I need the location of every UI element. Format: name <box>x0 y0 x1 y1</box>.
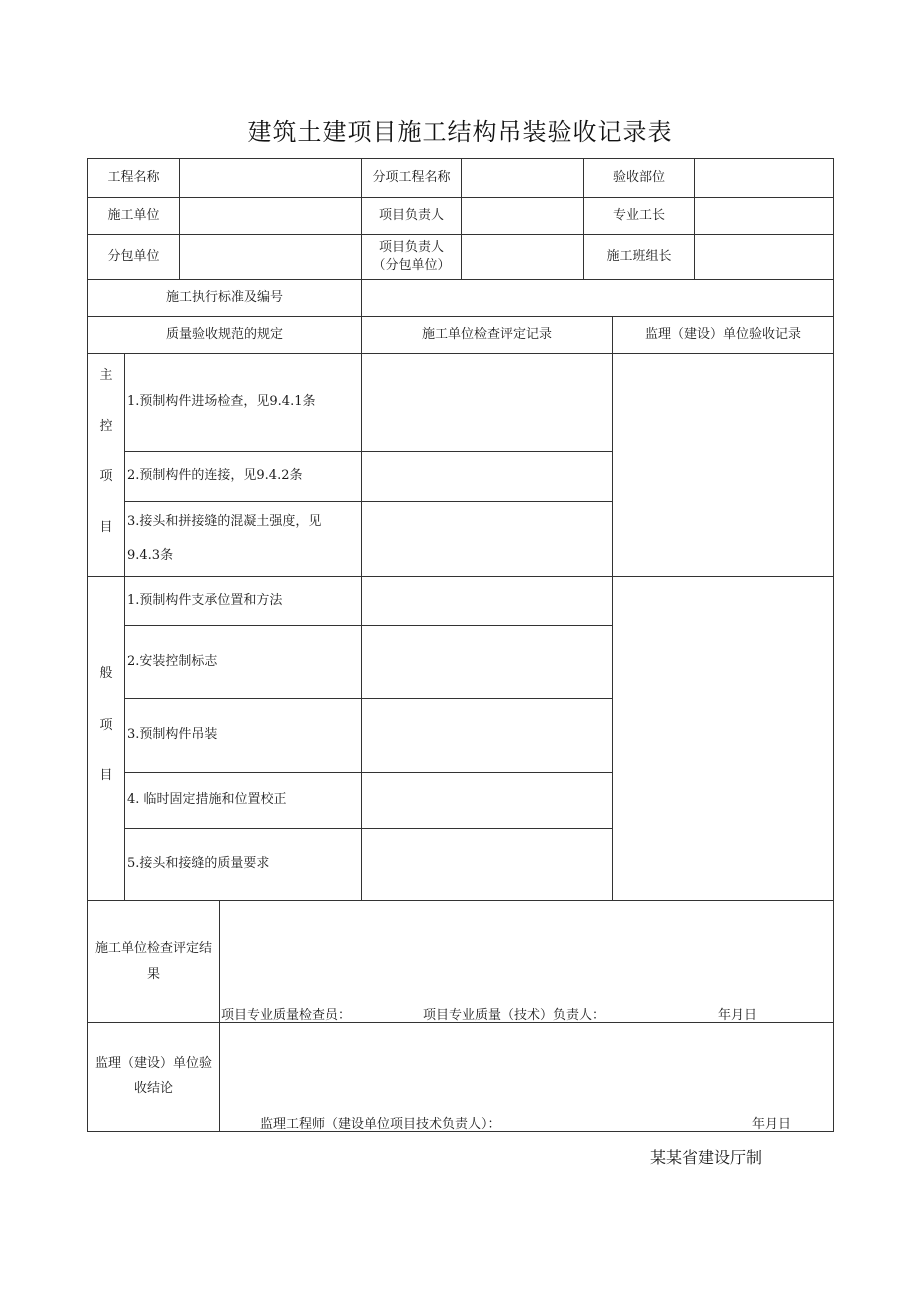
supervising-engineer-label: 监理工程师（建设单位项目技术负责人）： <box>260 1117 501 1132</box>
acceptance-part-label: 验收部位 <box>612 169 665 185</box>
contractor-record-cell[interactable] <box>362 829 612 900</box>
contractor-label: 施工单位 <box>107 207 160 223</box>
general-label-char: 般 <box>99 666 113 681</box>
contractor-result-label-line: 施工单位检查评定结 <box>94 940 212 956</box>
supervisor-result-label-line: 监理（建设）单位验 <box>94 1056 212 1072</box>
sub-manager-label-line1: 项目负责人 <box>378 240 444 256</box>
sub-manager-label <box>362 235 461 279</box>
main-control-label-char: 项 <box>99 469 113 484</box>
standard-label: 施工执行标准及编号 <box>165 289 283 305</box>
technical-manager-label: 项目专业质量（技术）负责人： <box>423 1008 606 1023</box>
project-manager-label: 项目负责人 <box>378 207 444 223</box>
general-item: 5.接头和接缝的质量要求 <box>127 856 270 872</box>
sub-manager-field[interactable] <box>462 235 583 279</box>
sub-project-label: 分项工程名称 <box>372 169 451 185</box>
project-name-label: 工程名称 <box>107 169 160 185</box>
general-item: 3.预制构件吊装 <box>127 727 218 743</box>
supervisor-record-header: 监理（建设）单位验收记录 <box>644 326 801 342</box>
main-control-label-char: 主 <box>99 368 113 383</box>
sub-project-field[interactable] <box>462 159 583 197</box>
sub-manager-label-line2: （分包单位） <box>372 258 451 273</box>
general-item: 1.预制构件支承位置和方法 <box>127 592 283 608</box>
subcontractor-field[interactable] <box>180 235 361 279</box>
foreman-field[interactable] <box>695 198 833 234</box>
main-control-label-char: 控 <box>99 419 113 434</box>
supervisor-result-label <box>88 1023 219 1131</box>
contractor-result-label <box>88 901 219 1022</box>
project-manager-field[interactable] <box>462 198 583 234</box>
general-label-char: 目 <box>99 768 113 783</box>
supervisor-result-field[interactable] <box>220 1023 833 1111</box>
general-item: 4. 临时固定措施和位置校正 <box>127 792 287 808</box>
supervisor-record-cell[interactable] <box>613 354 833 576</box>
project-name-field[interactable] <box>180 159 361 197</box>
main-control-item: 2.预制构件的连接，见9.4.2条 <box>127 468 303 484</box>
contractor-field[interactable] <box>180 198 361 234</box>
contractor-result-label-line: 果 <box>146 966 160 982</box>
standard-field[interactable] <box>362 280 833 316</box>
supervisor-record-cell[interactable] <box>613 577 833 900</box>
contractor-record-cell[interactable] <box>362 354 612 451</box>
spec-column-header: 质量验收规范的规定 <box>165 326 283 342</box>
main-control-label-char: 目 <box>99 520 113 535</box>
contractor-date-label: 年月日 <box>718 1008 758 1023</box>
contractor-record-cell[interactable] <box>362 577 612 625</box>
acceptance-part-field[interactable] <box>695 159 833 197</box>
subcontractor-label: 分包单位 <box>107 248 160 264</box>
main-control-item-line: 3.接头和拼接缝的混凝土强度，见 <box>127 514 322 530</box>
contractor-record-cell[interactable] <box>362 626 612 698</box>
team-leader-field[interactable] <box>695 235 833 279</box>
foreman-label: 专业工长 <box>612 207 665 223</box>
general-item: 2.安装控制标志 <box>127 653 218 669</box>
team-leader-label: 施工班组长 <box>606 248 672 264</box>
general-label-char: 项 <box>99 718 113 733</box>
page-title: 建筑土建项目施工结构吊装验收记录表 <box>247 118 673 146</box>
contractor-record-header: 施工单位检查评定记录 <box>421 326 552 342</box>
supervisor-result-label-line: 收结论 <box>133 1081 173 1096</box>
issuer-note: 某某省建设厅制 <box>650 1148 763 1167</box>
contractor-record-cell[interactable] <box>362 452 612 501</box>
supervisor-date-label: 年月日 <box>752 1117 792 1132</box>
rule-right <box>833 158 834 1132</box>
contractor-result-field[interactable] <box>220 901 833 1001</box>
contractor-record-cell[interactable] <box>362 699 612 772</box>
quality-inspector-label: 项目专业质量检查员： <box>221 1008 352 1023</box>
contractor-record-cell[interactable] <box>362 773 612 828</box>
main-control-item-line: 9.4.3条 <box>127 548 174 563</box>
main-control-item: 1.预制构件进场检查，见9.4.1条 <box>127 394 316 410</box>
main-control-item <box>125 502 361 576</box>
contractor-record-cell[interactable] <box>362 502 612 576</box>
